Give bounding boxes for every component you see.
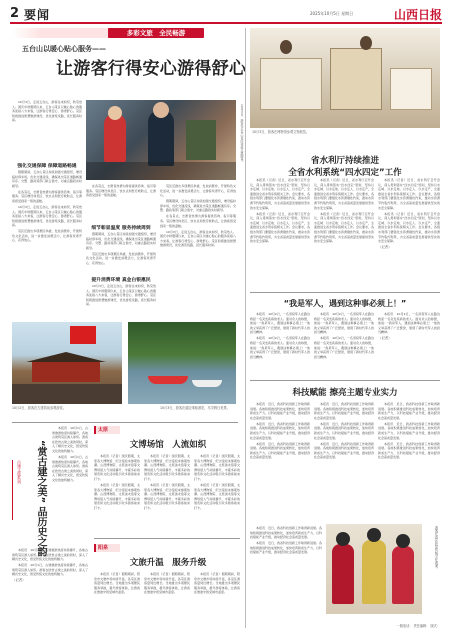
taiyuan-body-paragraph: 本报讯（记者）国庆假期，太原各大博物馆、纪念馆迎来参观热潮。山西博物院、太原美术馆等文博场馆人气持续攀升，丰富多彩的展览和文化活动吸引众多游客前来打卡。 [144, 454, 190, 481]
footer-proof: 版式： [430, 624, 440, 628]
footer-editor: 责任编辑： [413, 624, 430, 628]
lead-subhead-2-text: 细节彰显温度 服务持续周到 [91, 226, 151, 231]
section-title: 要闻 [24, 8, 51, 22]
lead-body-col3 [160, 184, 236, 320]
soldier-body-col3 [378, 312, 440, 374]
yangquan-body-col3 [194, 572, 240, 626]
taiyuan-body-paragraph: 本报讯（记者）国庆假期，太原各大博物馆、纪念馆迎来参观热潮。山西博物院、太原美术馆等文博场馆人气持续攀升，丰富多彩的展览和文化活动吸引众多游客前来打卡。 [94, 482, 140, 510]
masthead-logo: 山西日报 [393, 8, 442, 22]
tech-body-paragraph: 本报讯 近日，我省科技创新工作取得新进展。各地积极推进科技成果转化，加快培育新质生产力，以科技赋能产业升级，推动经济社会高质量发展。 [314, 402, 374, 420]
tech-body-paragraph: 本报讯 近日，我省科技创新工作取得新进展。各地积极推进科技成果转化，加快培育新质生产力，以科技赋能产业升级，推动经济社会高质量发展。 [250, 402, 310, 420]
soldier-body-paragraph: 本报讯 10月2日，一名退役军人在路边救起一名突发疾病的老人。面对众人的称赞，他说：“我是军人，遇到这种事必须上！”他的义举获得了广泛赞誉，展现了新时代军人的担当精神。 [314, 336, 374, 359]
water-headline-2: 全省水利系统“四水四定”工作 [288, 168, 402, 178]
vertical-byline: （记者） [12, 578, 26, 583]
water-body-paragraph: 本报讯（记者）近日，省水利厅召开会议，深入贯彻落实“四水四定”原则，坚持以水定城、以水定地、以水定人、以水定产，全面推进全省水利系统相关工作。会议要求，各级水利部门要强化水资源刚性约束，推动水资源节约集约利用，为全省高质量发展提供坚实的水安全保障。 [250, 211, 310, 244]
lead-body-paragraph: 假期期间，五台山景区持续加强交通组织，增设临时停车场，优化交通流线，确保进出景区道路畅通有序。交警、路政等部门联合值守，对重点路段实时疏导。 [12, 170, 82, 188]
tech-body-paragraph: 本报讯 近日，我省科技创新工作取得新进展。各地积极推进科技成果转化，加快培育新质生产力，以科技赋能产业升级，推动经济社会高质量发展。 [250, 421, 310, 440]
lead-body-paragraph: 在各景点，志愿者热情为游客提供咨询、指引等服务。景区增设休息区、饮水点和医疗救助点，让游客感受到家一般的温暖。 [86, 184, 156, 198]
page-header [10, 6, 442, 20]
lead-body-paragraph: 假期期间，五台山景区持续加强交通组织，增设临时停车场，优化交通流线，确保进出景区道路畅通有序。交警、路政等部门联合值守，对重点路段实时疏导。 [160, 199, 236, 213]
tech-body-paragraph: 本报讯 近日，我省科技创新工作取得新进展。各地积极推进科技成果转化，加快培育新质生产力，以科技赋能产业升级，推动经济社会高质量发展。 [378, 441, 440, 460]
vertical-body-paragraph: 本报讯 10月1日，古建旅游热度持续攀升，各地古建筑景区游人如织。游客在欣赏古建之美的同时，深入了解历史文化，感受传统文化的独特魅力。 [12, 563, 88, 577]
lead-subhead-1 [12, 162, 82, 169]
lead-body-col1b [12, 170, 82, 320]
lead-headline [56, 54, 246, 79]
date-line: 2025年10月5日 星期日 [310, 11, 354, 16]
water-headline-1: 省水利厅持续推进 [310, 156, 379, 166]
yangquan-body-col2 [144, 572, 190, 626]
vertical-body-top [52, 426, 88, 544]
lake-caption-text: 10月3日，游客在湖边乘船游览，尽享假日美景。 [160, 406, 230, 410]
vertical-body-paragraph: 本报讯 10月1日，古建旅游热度持续攀升，各地古建筑景区游人如织。游客在欣赏古建之美的同时，深入了解历史文化，感受传统文化的独特魅力。 [52, 454, 88, 482]
tech-body-bottom [250, 526, 322, 616]
lead-photo-caption [238, 104, 244, 180]
performers-caption-text: 游客在景区欣赏传统文化表演。 [434, 526, 438, 571]
water-body-paragraph: 本报讯（记者）近日，省水利厅召开会议，深入贯彻落实“四水四定”原则，坚持以水定城、以水定地、以水定人、以水定产，全面推进全省水利系统相关工作。会议要求，各级水利部门要强化水资源刚性约束，推动水资源节约集约利用，为全省高质量发展提供坚实的水安全保障。 [314, 211, 374, 244]
tech-body-col2 [314, 402, 374, 522]
lake-caption [160, 406, 236, 418]
tech-headline [250, 386, 440, 398]
right-divider-1 [250, 292, 440, 293]
lead-body-col2b [86, 232, 156, 272]
taiyuan-body-col2 [144, 454, 190, 534]
tech-body-paragraph: 本报讯 近日，我省科技创新工作取得新进展。各地积极推进科技成果转化，加快培育新质生产力，以科技赋能产业升级，推动经济社会高质量发展。 [378, 402, 440, 420]
tech-headline-text: 科技赋能 擦亮主题专业实力 [292, 388, 398, 398]
performers-caption [424, 526, 438, 616]
yangquan-headline [94, 556, 242, 568]
yangquan-tag [94, 544, 120, 552]
lead-body-paragraph: 景区还推出多项惠民举措，发放消费券，开展特色文化活动，进一步激发消费活力，让游客玩得开心、花得放心。 [12, 229, 82, 243]
tech-body-paragraph: 本报讯 近日，我省科技创新工作取得新进展。各地积极推进科技成果转化，加快培育新质生产力，以科技赋能产业升级，推动经济社会高质量发展。 [250, 526, 322, 540]
water-body-paragraph: 本报讯（记者）近日，省水利厅召开会议，深入贯彻落实“四水四定”原则，坚持以水定城、以水定地、以水定人、以水定产，全面推进全省水利系统相关工作。会议要求，各级水利部门要强化水资源刚性约束，推动水资源节约集约利用，为全省高质量发展提供坚实的水安全保障。 [250, 178, 310, 210]
lead-body-col2 [86, 184, 156, 204]
lead-kicker [22, 44, 106, 54]
taiyuan-headline-text: 文博场馆 人流如织 [129, 440, 207, 450]
lead-body-paragraph: 10月3日，走进五台山，游客往来如织，秋景怡人。国庆中秋假期以来，五台山景区以暖心贴心的服务迎接八方来客，让游客行得安心、游得舒心。景区积极推进智慧旅游建设，优化游览线路，延长服务时间。 [12, 100, 82, 123]
column-divider [245, 28, 246, 628]
right-divider-2 [250, 380, 440, 381]
lead-body-paragraph: 景区还推出多项惠民举措，发放消费券，开展特色文化活动，进一步激发消费活力，让游客玩得开心、花得放心。 [160, 184, 236, 198]
taiyuan-divider [94, 538, 240, 539]
soldier-body-paragraph: 本报讯 10月2日，一名退役军人在路边救起一名突发疾病的老人。面对众人的称赞，他说：“我是军人，遇到这种事必须上！”他的义举获得了广泛赞誉，展现了新时代军人的担当精神。 [378, 312, 440, 335]
page-footer [250, 624, 440, 634]
water-headline [250, 154, 440, 178]
taiyuan-body-paragraph: 本报讯（记者）国庆假期，太原各大博物馆、纪念馆迎来参观热潮。山西博物院、太原美术馆等文博场馆人气持续攀升，丰富多彩的展览和文化活动吸引众多游客前来打卡。 [144, 482, 190, 510]
lead-body-col1 [12, 100, 82, 160]
water-body-paragraph: 本报讯（记者）近日，省水利厅召开会议，深入贯彻落实“四水四定”原则，坚持以水定城、以水定地、以水定人、以水定产，全面推进全省水利系统相关工作。会议要求，各级水利部门要强化水资源刚性约束，推动水资源节约集约利用，为全省高质量发展提供坚实的水安全保障。 [378, 211, 440, 244]
vertical-series-tag [12, 460, 22, 520]
lake-photo [128, 322, 236, 404]
taiyuan-tag [94, 426, 120, 434]
mid-divider [12, 422, 238, 423]
soldier-body-col2 [314, 312, 374, 374]
taiyuan-body-paragraph: 本报讯（记者）国庆假期，太原各大博物馆、纪念馆迎来参观热潮。山西博物院、太原美术馆等文博场馆人气持续攀升，丰富多彩的展览和文化活动吸引众多游客前来打卡。 [194, 482, 240, 510]
lead-body-paragraph: 10月3日，走进五台山，游客往来如织，秋景怡人。国庆中秋假期以来，五台山景区以暖心贴心的服务迎接八方来客，让游客行得安心、游得舒心。景区积极推进智慧旅游建设，优化游览线路，延长服务时间。 [12, 204, 82, 228]
soldier-body-paragraph: 本报讯 10月2日，一名退役军人在路边救起一名突发疾病的老人。面对众人的称赞，他说：“我是军人，遇到这种事必须上！”他的义举获得了广泛赞誉，展现了新时代军人的担当精神。 [314, 312, 374, 335]
lead-photo-caption-text: 10月3日，游客在五台山景区体验志愿服务。 [240, 104, 244, 164]
vertical-series-text: 古建文旅系列 [17, 460, 22, 484]
lead-kicker-text: 五台山以暖心贴心服务—— [22, 45, 106, 53]
water-body-paragraph: 本报讯（记者）近日，省水利厅召开会议，深入贯彻落实“四水四定”原则，坚持以水定城、以水定地、以水定人、以水定产，全面推进全省水利系统相关工作。会议要求，各级水利部门要强化水资源刚性约束，推动水资源节约集约利用，为全省高质量发展提供坚实的水安全保障。 [378, 178, 440, 210]
tech-body-paragraph: 本报讯 近日，我省科技创新工作取得新进展。各地积极推进科技成果转化，加快培育新质生产力，以科技赋能产业升级，推动经济社会高质量发展。 [378, 421, 440, 440]
lead-headline-text: 让游客行得安心游得舒心 [56, 59, 247, 79]
yangquan-body-paragraph: 本报讯（记者）假期期间，阳泉市文旅市场持续升温，各景区游客量同比增长。当地推出多项便民服务举措，提升游客体验，让游客在旅途中感受城市温度。 [194, 572, 240, 595]
lead-subhead-1-text: 强化交通保障 保障道路畅通 [17, 164, 77, 169]
taiyuan-tag-text: 太原 [98, 427, 109, 433]
footer-phone: 一版电话： [396, 624, 413, 628]
vertical-title-2: 品历史之韵 [35, 506, 46, 557]
lead-body-col2c [86, 284, 156, 320]
right-top-caption [252, 130, 438, 140]
lead-body-paragraph: 景区还推出多项惠民举措，发放消费券，开展特色文化活动，进一步激发消费活力，让游客玩得开心、花得放心。 [86, 251, 156, 265]
tech-body-paragraph: 本报讯 近日，我省科技创新工作取得新进展。各地积极推进科技成果转化，加快培育新质生产力，以科技赋能产业升级，推动经济社会高质量发展。 [250, 541, 322, 555]
soldier-headline-text: “我是军人，遇到这种事必须上！” [283, 299, 407, 308]
lead-subhead-3-text: 提升消费环境 真金白银惠民 [91, 278, 151, 283]
tech-body-col1 [250, 402, 310, 522]
tech-body-paragraph: 本报讯 近日，我省科技创新工作取得新进展。各地积极推进科技成果转化，加快培育新质生产力，以科技赋能产业升级，推动经济社会高质量发展。 [250, 441, 310, 460]
lead-subhead-2 [86, 224, 156, 231]
water-body-paragraph: 本报讯（记者）近日，省水利厅召开会议，深入贯彻落实“四水四定”原则，坚持以水定城、以水定地、以水定人、以水定产，全面推进全省水利系统相关工作。会议要求，各级水利部门要强化水资源刚性约束，推动水资源节约集约利用，为全省高质量发展提供坚实的水安全保障。 [314, 178, 374, 210]
taiyuan-headline [94, 438, 242, 450]
soldier-body-paragraph: 本报讯 10月2日，一名退役军人在路边救起一名突发疾病的老人。面对众人的称赞，他说：“我是军人，遇到这种事必须上！”他的义举获得了广泛赞誉，展现了新时代军人的担当精神。 [250, 336, 310, 359]
tech-body-paragraph: 本报讯 近日，我省科技创新工作取得新进展。各地积极推进科技成果转化，加快培育新质生产力，以科技赋能产业升级，推动经济社会高质量发展。 [314, 441, 374, 460]
lead-body-paragraph: 在各景点，志愿者热情为游客提供咨询、指引等服务。景区增设休息区、饮水点和医疗救助点，让游客感受到家一般的温暖。 [160, 214, 236, 228]
vertical-title-1: “赏古建之美” [35, 440, 46, 504]
water-body-col1 [250, 178, 310, 286]
lead-body-paragraph: 10月3日，走进五台山，游客往来如织，秋景怡人。国庆中秋假期以来，五台山景区以暖心贴心的服务迎接八方来客，让游客行得安心、游得舒心。景区积极推进智慧旅游建设，优化游览线路，延长服务时间。 [160, 229, 236, 248]
tech-body-paragraph: 本报讯 近日，我省科技创新工作取得新进展。各地积极推进科技成果转化，加快培育新质生产力，以科技赋能产业升级，推动经济社会高质量发展。 [314, 421, 374, 440]
yangquan-body-paragraph: 本报讯（记者）假期期间，阳泉市文旅市场持续升温，各景区游客量同比增长。当地推出多项便民服务举措，提升游客体验，让游客在旅途中感受城市温度。 [94, 572, 140, 595]
lead-body-paragraph: 在各景点，志愿者热情为游客提供咨询、指引等服务。景区增设休息区、饮水点和医疗救助点，让游客感受到家一般的温暖。 [12, 189, 82, 203]
tech-body-col3 [378, 402, 440, 522]
taiyuan-body-col3 [194, 454, 240, 534]
soldier-byline: （记者） [378, 336, 392, 341]
yangquan-body-paragraph: 本报讯（记者）假期期间，阳泉市文旅市场持续升温，各景区游客量同比增长。当地推出多项便民服务举措，提升游客体验，让游客在旅途中感受城市温度。 [144, 572, 190, 595]
vertical-body-bottom [12, 548, 88, 628]
lead-photo [86, 100, 236, 180]
soldier-headline [250, 298, 440, 309]
yangquan-tag-text: 阳泉 [98, 545, 109, 551]
temple-photo [12, 322, 122, 404]
vertical-body-paragraph: 本报讯 10月1日，古建旅游热度持续攀升，各地古建筑景区游人如织。游客在欣赏古建之美的同时，深入了解历史文化，感受传统文化的独特魅力。 [12, 548, 88, 562]
banner-label-text: 多彩文旅 全民畅游 [126, 29, 186, 37]
lead-subhead-3 [86, 276, 156, 283]
header-rule [10, 22, 442, 24]
page-number: 2 [10, 6, 20, 21]
yangquan-headline-text: 文旅升温 服务升级 [129, 558, 207, 568]
banner-label [108, 28, 204, 38]
lead-body-paragraph: 10月3日，走进五台山，游客往来如织，秋景怡人。国庆中秋假期以来，五台山景区以暖心贴心的服务迎接八方来客，让游客行得安心、游得舒心。景区积极推进智慧旅游建设，优化游览线路，延长服务时间。 [86, 284, 156, 307]
water-byline: （记者） [378, 245, 392, 250]
performers-photo [326, 524, 422, 614]
right-top-caption-text: 10月3日，游客在博物馆参观文物展览。 [252, 130, 310, 134]
temple-caption [12, 406, 122, 416]
yangquan-body-col1 [94, 572, 140, 626]
soldier-body-paragraph: 本报讯 10月2日，一名退役军人在路边救起一名突发疾病的老人。面对众人的称赞，他说：“我是军人，遇到这种事必须上！”他的义举获得了广泛赞誉，展现了新时代军人的担当精神。 [250, 312, 310, 335]
taiyuan-body-paragraph: 本报讯（记者）国庆假期，太原各大博物馆、纪念馆迎来参观热潮。山西博物院、太原美术馆等文博场馆人气持续攀升，丰富多彩的展览和文化活动吸引众多游客前来打卡。 [94, 454, 140, 481]
water-body-col2 [314, 178, 374, 286]
soldier-body-col1 [250, 312, 310, 374]
vertical-body-paragraph: 本报讯 10月1日，古建旅游热度持续攀升，各地古建筑景区游人如织。游客在欣赏古建之美的同时，深入了解历史文化，感受传统文化的独特魅力。 [52, 426, 88, 453]
taiyuan-body-col1 [94, 454, 140, 534]
water-body-col3 [378, 178, 440, 286]
temple-caption-text: 10月2日，游客在古建筑前参观游览。 [12, 406, 66, 410]
right-top-photo [250, 28, 440, 128]
lead-body-paragraph: 假期期间，五台山景区持续加强交通组织，增设临时停车场，优化交通流线，确保进出景区道路畅通有序。交警、路政等部门联合值守，对重点路段实时疏导。 [86, 232, 156, 250]
taiyuan-body-paragraph: 本报讯（记者）国庆假期，太原各大博物馆、纪念馆迎来参观热潮。山西博物院、太原美术馆等文博场馆人气持续攀升，丰富多彩的展览和文化活动吸引众多游客前来打卡。 [194, 454, 240, 481]
